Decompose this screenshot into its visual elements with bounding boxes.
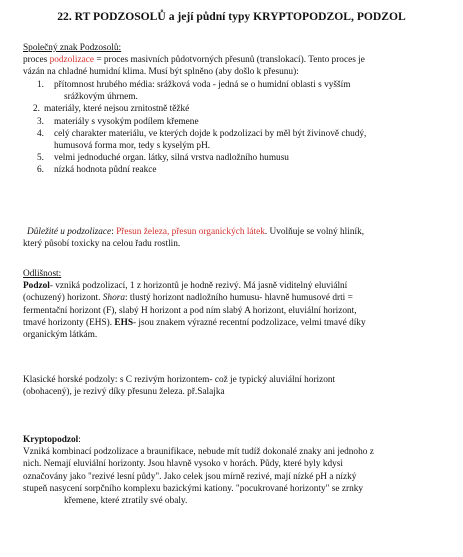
condition-text: materiály s vysokým podílem křemene [54, 116, 199, 127]
important-colon: : [111, 227, 117, 237]
climate-line: vázán na chladné humidní klima. Musí být splněno (aby došlo k přesunu): [23, 67, 299, 78]
important-line-2: který působí toxicky na celou řadu rostlin. [23, 239, 181, 250]
condition-number: 6. [37, 165, 44, 176]
condition-text: celý charakter materiálu, ve kterých dojde k podzolizaci by měl být živinově chudý, [54, 128, 367, 139]
ehs-label: EHS [114, 317, 134, 328]
condition-continuation: humusová forma mor, tedy s kyselým pH. [54, 141, 211, 152]
mountain-podzols-section [23, 374, 443, 398]
podzol-line [23, 317, 443, 329]
difference-section [23, 268, 443, 341]
condition-text: přítomnost hrubého média: srážková voda - jedná se o humidní oblasti s vyšším [54, 80, 351, 90]
kryptopodzol-heading: Kryptopodzol [23, 435, 79, 445]
kryptopodzol-colon: : [78, 435, 81, 445]
podzol-text: (ochuzený) horizont. [23, 293, 103, 304]
condition-text: nízká hodnota půdní reakce [54, 165, 157, 176]
kryptopodzol-line: Vzniká kombinací podzolizace a braunifikace, nebude mít tudíž dokonalé znaky ani jednoho z [23, 447, 374, 458]
condition-item [37, 164, 447, 176]
podzol-line: organickým látkám. [23, 330, 98, 341]
important-line [23, 226, 443, 238]
common-heading: Společný znak Podzosolů: [23, 43, 122, 53]
document-title: 22. RT PODZOSOLŮ a její půdní typy KRYPTOPODZOL, PODZOL [57, 10, 406, 23]
common-features-section [23, 42, 443, 79]
difference-heading: Odlišnost: [23, 269, 62, 279]
condition-item [37, 128, 447, 152]
condition-text: materiály, které nejsou zrnitostně těžké [44, 104, 190, 115]
kryptopodzol-line: stupeň nasycení sorpčního komplexu bazickými kationy. "pocukrované horizonty" se zrnky [23, 483, 364, 494]
important-highlight: Přesun železa, přesun organických látek [116, 227, 265, 237]
podzol-text: - jsou znakem výrazné recentní podzolizace, velmi tmavé díky [133, 317, 366, 328]
condition-number: 3. [37, 116, 44, 127]
podzol-text: tmavé horizonty (EHS). [23, 317, 115, 328]
condition-text: velmi jednoduché organ. látky, silná vrstva nadložního humusu [54, 153, 289, 164]
process-prefix: proces [23, 55, 50, 66]
podzol-line [23, 280, 443, 292]
podzol-line: fermentační horizont (F), slabý H horizont a pod ním slabý A horizont, eluviální horizont, [23, 305, 357, 316]
condition-continuation: srážkovým úhrnem. [64, 92, 138, 103]
kryptopodzol-line: nich. Nemají eluviální horizonty. Jsou hlavně vysoko v horách. Půdy, které byly kdysi [23, 459, 343, 470]
condition-number: 2. [33, 104, 40, 115]
process-definition: = proces masivních půdotvorných přesunů (translokací). Tento proces je [94, 55, 365, 66]
condition-item [33, 103, 447, 115]
kryptopodzol-line: označovány jako "rezivé lesní půdy". Jako celek jsou mírně rezivé, mají nízké pH a nízký [23, 471, 357, 482]
mountain-line: Klasické horské podzoly: s C rezivým horizontem- což je typický aluviální horizont [23, 375, 336, 385]
process-line [23, 54, 443, 66]
conditions-list [33, 79, 447, 177]
kryptopodzol-section [23, 434, 443, 507]
condition-item [37, 152, 447, 164]
condition-number: 1. [37, 80, 44, 90]
important-label: Důležité u podzolizace [27, 227, 112, 237]
condition-item [37, 116, 447, 128]
podzol-text: - vzniká podzolizací, 1 z horizontů je hodně rezivý. Má jasně viditelný eluviální [49, 281, 348, 292]
podzol-line [23, 292, 443, 304]
kryptopodzol-heading-line [23, 434, 443, 446]
shora-label: Shora [102, 293, 125, 304]
kryptopodzol-line: křemene, které ztratily své obaly. [64, 496, 188, 507]
condition-number: 5. [37, 153, 44, 164]
podzol-label: Podzol [23, 281, 50, 292]
podzol-text: : tlustý horizont nadložního humusu- hlavně humusové drti = [125, 293, 353, 304]
podzolizace-term: podzolizace [49, 55, 94, 66]
important-section [23, 226, 443, 250]
condition-number: 4. [37, 128, 44, 139]
important-text: . Uvolňuje se volný hliník, [264, 227, 365, 237]
mountain-line: (obohacený), je rezivý díky přesunu železa. př.Salajka [23, 387, 225, 398]
condition-item [37, 79, 447, 103]
